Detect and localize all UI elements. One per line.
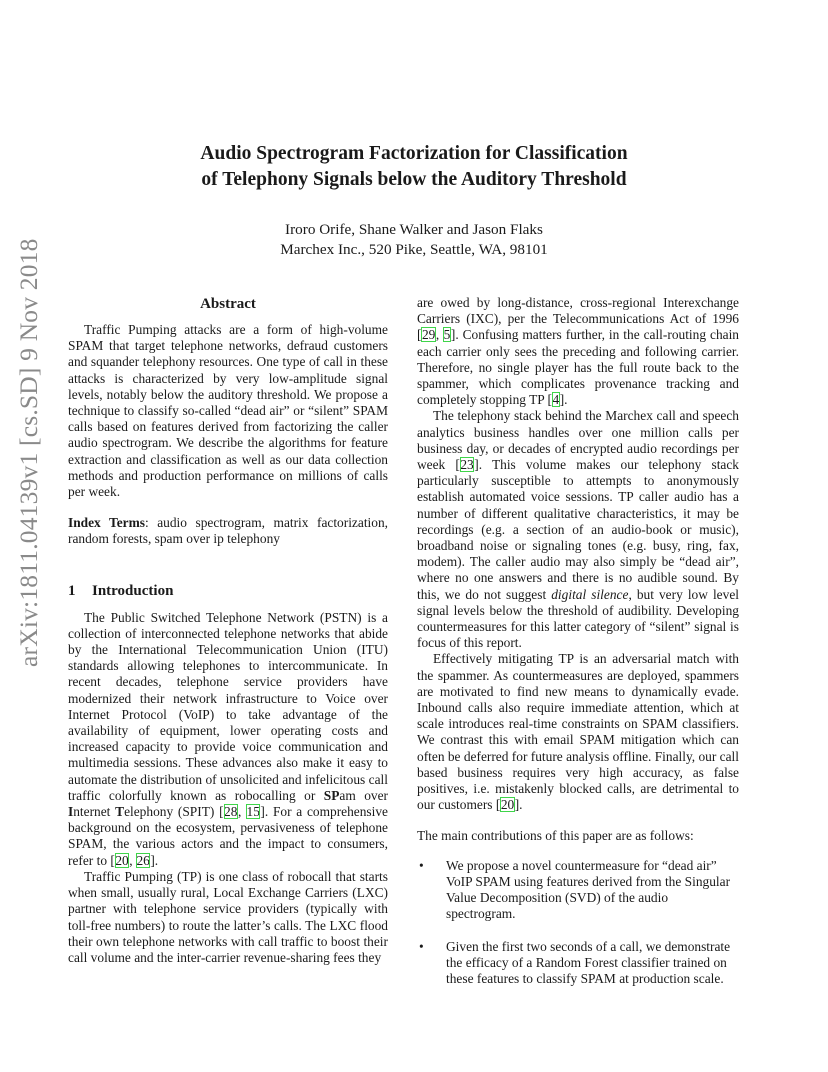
text-run: elephony (SPIT) [ bbox=[124, 804, 224, 820]
contributions-intro: The main contributions of this paper are as follows: bbox=[417, 827, 694, 843]
spacer bbox=[417, 844, 739, 858]
citation-link-20[interactable]: 20 bbox=[115, 852, 129, 868]
bold-letter: SP bbox=[323, 787, 340, 803]
text-run: ]. bbox=[559, 392, 568, 408]
contribution-item bbox=[417, 939, 739, 988]
authors: Iroro Orife, Shane Walker and Jason Flaks bbox=[285, 221, 543, 238]
text-run: ]. bbox=[514, 797, 523, 813]
contribution-item bbox=[417, 858, 739, 923]
text-run: ]. Confusing matters further, in the call-routing chain each carrier only sees the preceding and following carrier. Therefore, no single player has the full route back to the spammer, which complicates provenance tracking and completely stopping TP [ bbox=[417, 327, 739, 408]
bold-letter: T bbox=[115, 804, 125, 820]
author-block bbox=[0, 220, 828, 260]
italic-phrase: digital silence bbox=[551, 586, 629, 602]
contributions-list bbox=[417, 858, 739, 987]
citation-link-15[interactable]: 15 bbox=[246, 804, 260, 820]
citation-link-5[interactable]: 5 bbox=[443, 327, 451, 343]
index-terms bbox=[68, 515, 388, 547]
contribution-text: Given the first two seconds of a call, we demonstrate the efficacy of a Random Forest classifier trained on these features to classify SPAM at production scale. bbox=[446, 938, 731, 986]
text-run: am over bbox=[339, 787, 388, 803]
affiliation: Marchex Inc., 520 Pike, Seattle, WA, 98101 bbox=[280, 241, 548, 258]
intro-paragraph-2-continued bbox=[417, 295, 739, 408]
text-run: The Public Switched Telephone Network (PSTN) is a collection of interconnected telephone networks that abide by the International Telecommunication Union (ITU) standards allowing telephones to intercommunicate. In recent decades, telephone service providers have modernized their network infrastructure to Voice over Internet Protocol (VoIP) to take advantage of the availability of equipment, lower operating costs and increased capacity to provide voice communication and multimedia sessions. These advances also make it easy to automate the distribution of unsolicited and infelicitous call traffic colorfully known as robocalling or bbox=[68, 609, 388, 803]
citation-link-29[interactable]: 29 bbox=[421, 327, 436, 343]
section-number: 1 bbox=[68, 582, 76, 599]
intro-paragraph-3 bbox=[417, 408, 739, 651]
text-run: nternet bbox=[73, 804, 116, 820]
text-run: , bbox=[237, 804, 247, 820]
abstract-text: Traffic Pumping attacks are a form of high-volume SPAM that target telephone networks, defraud customers and squander telephony resources. One type of call in these attacks is characterized by very low-amplitude signal levels, notably below the auditory threshold. We propose a technique to classify so-called “dead air” or “silent” SPAM calls based on features derived from factorizing the caller audio spectrogram. We describe the algorithms for feature extraction and classification as well as our data collection methods and production performance on millions of calls per week. bbox=[68, 322, 388, 500]
contribution-text: We propose a novel countermeasure for “dead air” VoIP SPAM using features derived from the Singular Value Decomposition (SVD) of the audio spectrogram. bbox=[446, 857, 731, 922]
citation-link-26[interactable]: 26 bbox=[136, 852, 150, 868]
citation-link-28[interactable]: 28 bbox=[224, 804, 238, 820]
left-column bbox=[68, 295, 388, 966]
text-run: , but very low level signal levels below the threshold of audibility. Developing countermeasures for this latter category of “silent” signal is focus of this report. bbox=[417, 586, 739, 651]
text-run: , bbox=[129, 852, 136, 868]
intro-paragraph-2: Traffic Pumping (TP) is one class of robocall that starts when small, usually rural, Local Exchange Carriers (LXC) partner with telephone service providers (typically with toll-free numbers) to route the latter’s calls. The LXC flood their own telephone networks with call traffic to boost their call volume and the inter-carrier revenue-sharing fees they bbox=[68, 868, 388, 965]
citation-link-23[interactable]: 23 bbox=[460, 457, 474, 473]
text-run: are owed by long-distance, cross-regional Interexchange Carriers (IXC), per the Telecommunications Act of 1996 [ bbox=[417, 295, 739, 343]
right-column bbox=[417, 295, 739, 1003]
citation-link-4[interactable]: 4 bbox=[552, 392, 560, 408]
title-line-1: Audio Spectrogram Factorization for Classification bbox=[200, 143, 628, 164]
spacer bbox=[417, 814, 739, 828]
bold-letter: I bbox=[68, 804, 74, 820]
text-run: ]. This volume makes our telephony stack particularly susceptible to attempts to anonymously establish automated voice sessions. TP caller audio has a number of different qualitative characteristics, it may be recordings (e.g. a section of an audio-book or music), broadband noise or signaling tones (e.g. busy, ring, fax, modem). The caller audio may also simply be “dead air”, where no one answers and there is no audible sound. By this, we do not suggest bbox=[417, 457, 740, 602]
section-title: Introduction bbox=[92, 582, 174, 599]
title-line-2: of Telephony Signals below the Auditory Threshold bbox=[201, 169, 627, 190]
intro-paragraph-1 bbox=[68, 610, 388, 869]
intro-paragraph-4 bbox=[417, 651, 739, 813]
arxiv-identifier-stamp: arXiv:1811.04139v1 [cs.SD] 9 Nov 2018 bbox=[14, 238, 43, 667]
section-heading-introduction bbox=[68, 582, 388, 600]
text-run: ]. bbox=[150, 852, 159, 868]
index-terms-list: : audio spectrogram, matrix factorization, random forests, spam over ip telephony bbox=[68, 515, 388, 547]
paper-title bbox=[0, 141, 828, 193]
abstract-heading: Abstract bbox=[200, 296, 256, 312]
text-run: Effectively mitigating TP is an adversarial match with the spammer. As countermeasures are deployed, spammers are motivated to find new means to dynamically evade. Inbound calls also require immediate attention, which at scale introduces real-time constraints on SPAM classifiers. We contrast this with email SPAM mitigation which can often be deferred for future analysis offline. Finally, our call based business requires very high accuracy, as false positives, i.e. mistakenly blocked calls, are detrimental to our customers [ bbox=[417, 651, 740, 813]
index-terms-label: Index Terms bbox=[68, 515, 145, 531]
text-run: ]. For a comprehensive background on the ecosystem, pervasiveness of telephone SPAM, the various actors and the impact to consumers, refer to [ bbox=[68, 804, 389, 868]
text-run: , bbox=[435, 327, 444, 343]
citation-link-20[interactable]: 20 bbox=[500, 797, 515, 813]
text-run: The telephony stack behind the Marchex call and speech analytics business handles over one million calls per business day, or decades of encrypted audio recordings per week [ bbox=[417, 408, 739, 473]
